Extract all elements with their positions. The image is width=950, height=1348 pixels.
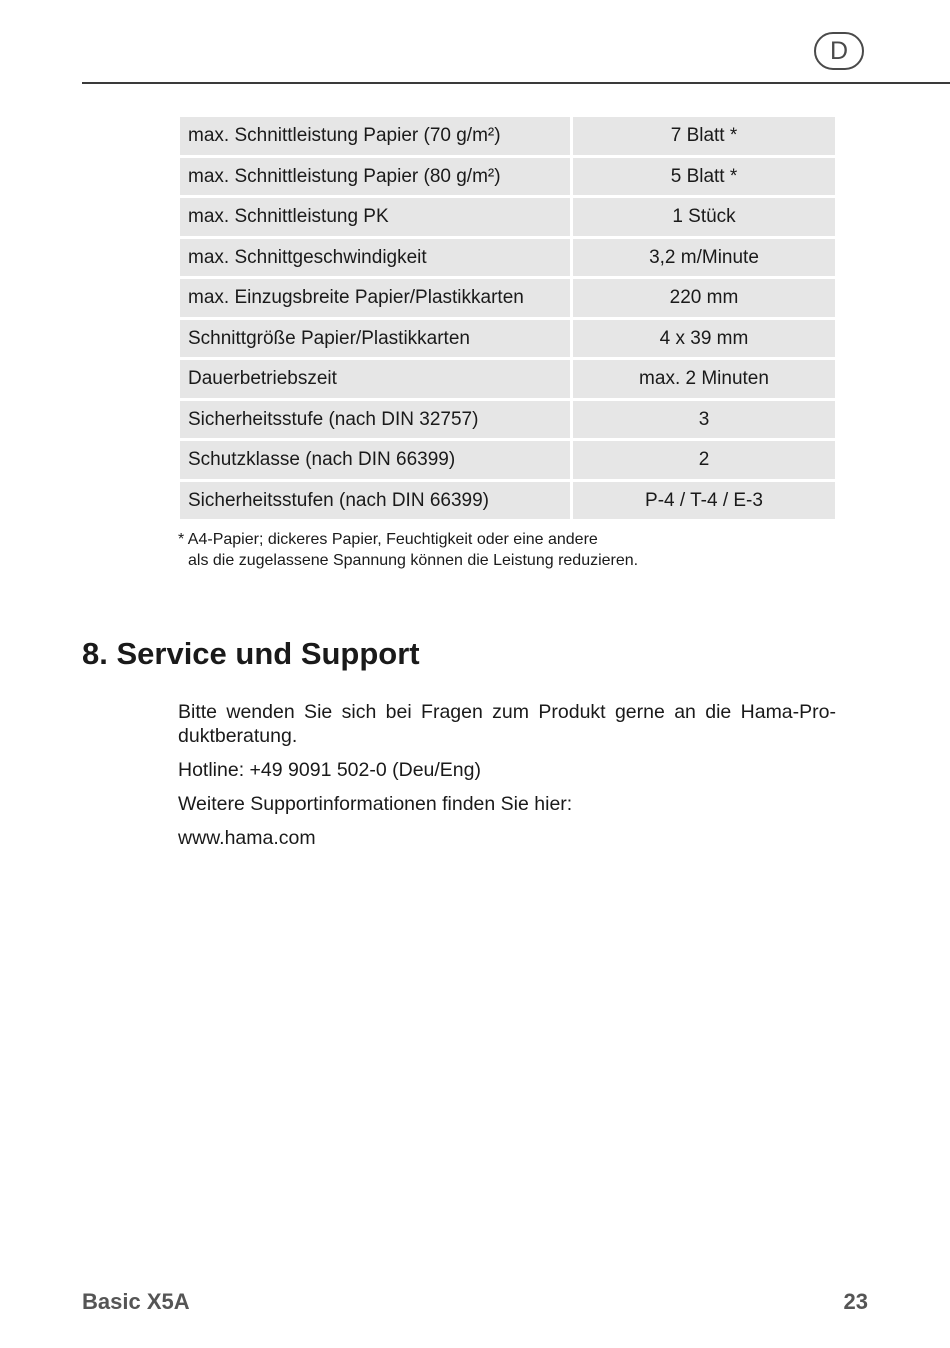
table-row	[180, 117, 835, 155]
table-row	[180, 158, 835, 196]
spec-value: 5 Blatt *	[573, 158, 835, 196]
spec-label: Schutzklasse (nach DIN 66399)	[180, 441, 570, 479]
spec-value: 2	[573, 441, 835, 479]
section-title: 8. Service und Support	[82, 636, 420, 671]
intro-line: duktberatung.	[178, 725, 298, 747]
language-badge: D	[814, 32, 864, 70]
spec-value: 4 x 39 mm	[573, 320, 835, 358]
spec-value: 220 mm	[573, 279, 835, 317]
footer-product-name: Basic X5A	[82, 1289, 190, 1314]
spec-value: 3	[573, 401, 835, 439]
page-number: 23	[843, 1289, 868, 1314]
header-rule	[82, 82, 950, 84]
spec-value: 3,2 m/Minute	[573, 239, 835, 277]
spec-value: max. 2 Minuten	[573, 360, 835, 398]
spec-label: Sicherheitsstufen (nach DIN 66399)	[180, 482, 570, 520]
table-row	[180, 441, 835, 479]
table-row	[180, 239, 835, 277]
spec-label: Sicherheitsstufe (nach DIN 32757)	[180, 401, 570, 439]
spec-value: P-4 / T-4 / E-3	[573, 482, 835, 520]
footnote-line: * A4-Papier; dickeres Papier, Feuchtigkeit oder eine andere	[178, 531, 598, 548]
footnote-line: als die zugelassene Spannung können die Leistung reduzieren.	[188, 552, 639, 569]
table-footnote	[178, 529, 638, 571]
spec-table	[180, 117, 835, 522]
support-intro	[178, 700, 836, 748]
hotline-text: Hotline: +49 9091 502-0 (Deu/Eng)	[178, 759, 481, 781]
table-row	[180, 401, 835, 439]
support-info-text: Weitere Supportinformationen finden Sie hier:	[178, 793, 573, 815]
spec-label: Schnittgröße Papier/Plastikkarten	[180, 320, 570, 358]
spec-label: max. Einzugsbreite Papier/Plastikkarten	[180, 279, 570, 317]
spec-label: max. Schnittleistung Papier (70 g/m²)	[180, 117, 570, 155]
spec-label: max. Schnittleistung Papier (80 g/m²)	[180, 158, 570, 196]
spec-label: max. Schnittleistung PK	[180, 198, 570, 236]
website-link[interactable]: www.hama.com	[178, 827, 316, 849]
table-row	[180, 320, 835, 358]
table-row	[180, 360, 835, 398]
spec-label: max. Schnittgeschwindigkeit	[180, 239, 570, 277]
table-row	[180, 482, 835, 520]
spec-value: 7 Blatt *	[573, 117, 835, 155]
spec-label: Dauerbetriebszeit	[180, 360, 570, 398]
table-row	[180, 279, 835, 317]
table-row	[180, 198, 835, 236]
spec-value: 1 Stück	[573, 198, 835, 236]
intro-line: Bitte wenden Sie sich bei Fragen zum Produkt gerne an die Hama-Pro-	[178, 701, 836, 723]
